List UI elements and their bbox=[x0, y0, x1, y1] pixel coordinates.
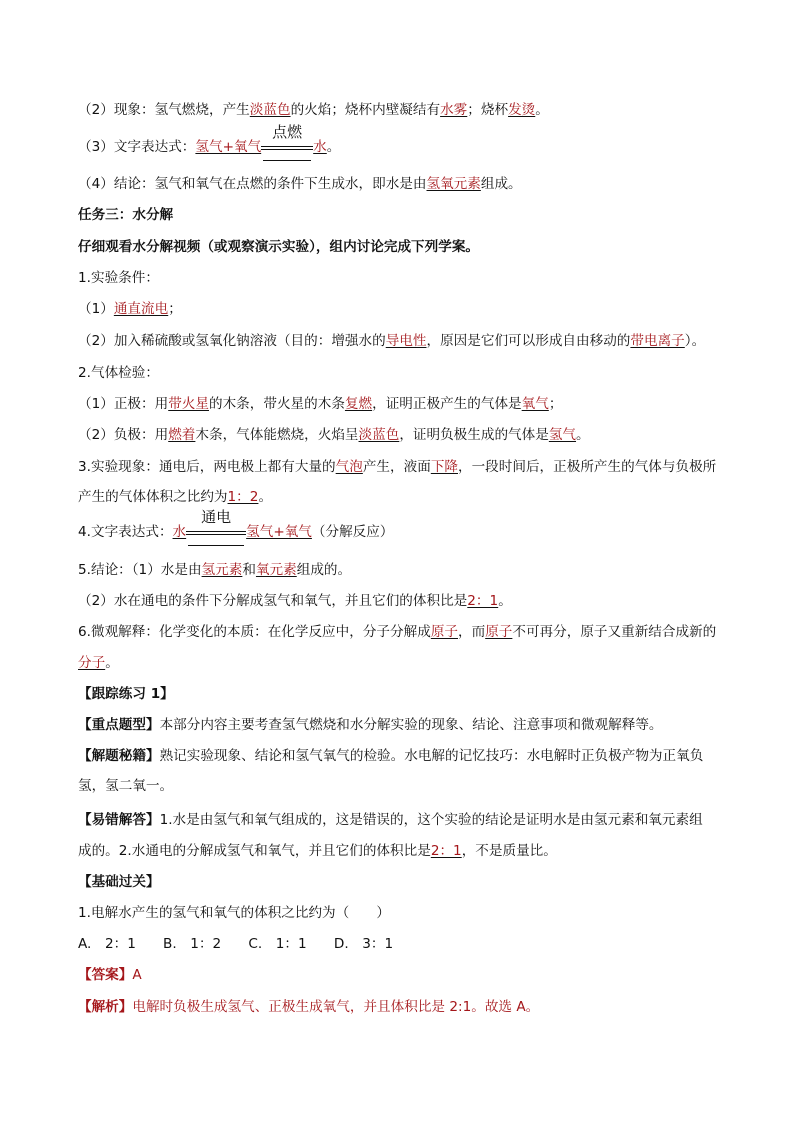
analysis-line bbox=[78, 998, 539, 1016]
gas-test-positive: （1）正极：用带火星的木条，带火星的木条复燃，证明正极产生的气体是氧气； bbox=[78, 396, 563, 412]
answer-blank: 氧元素 bbox=[255, 562, 297, 578]
conclusion-line bbox=[78, 175, 522, 193]
phenomenon-line-1: 3.实验现象：通电后，两电极上都有大量的气泡产生，液面下降，一段时间后，正极所产生的气体与负极所 bbox=[78, 459, 717, 475]
answer-blank: 水 bbox=[172, 524, 187, 540]
phenomenon-line-2: 产生的气体体积之比约为1：2。 bbox=[78, 489, 273, 505]
text: 。 bbox=[326, 139, 341, 155]
answer-blank: 氢气 bbox=[548, 427, 577, 443]
word-equation-line bbox=[78, 123, 341, 156]
label: 【重点题型】 bbox=[78, 717, 160, 733]
answer-blank: 气泡 bbox=[335, 459, 363, 475]
answer-blank: 氢氧元素 bbox=[426, 176, 481, 192]
answer-blank: 燃着 bbox=[168, 427, 196, 443]
label: 【易错解答】 bbox=[78, 812, 160, 828]
answer-blank: 带火星 bbox=[168, 396, 209, 412]
text: （4）结论：氢气和氧气在点燃的条件下生成水，即水是由 bbox=[78, 176, 427, 192]
answer-blank: 1：2 bbox=[227, 489, 259, 505]
phenomenon-line bbox=[78, 101, 549, 119]
solving-secret-1: 【解题秘籍】熟记实验现象、结论和氢气氧气的检验。水电解的记忆技巧：水电解时正负极产物为正氧负 bbox=[78, 748, 704, 764]
answer-blank: 分子 bbox=[78, 655, 106, 671]
text: 。 bbox=[535, 102, 549, 118]
answer-blank: 发烫 bbox=[508, 102, 536, 118]
condition-label: 点燃 bbox=[272, 123, 303, 141]
micro-explanation-1: 6.微观解释：化学变化的本质：在化学反应中，分子分解成原子，而原子不可再分，原子又重新结合成新的 bbox=[78, 624, 717, 640]
common-error-2: 成的。2.水通电的分解成氢气和氧气，并且它们的体积比是2：1，不是质量比。 bbox=[78, 843, 557, 859]
answer-blank: 导电性 bbox=[385, 333, 427, 349]
condition-item-1: （1）通直流电； bbox=[78, 301, 182, 317]
answer-value: A bbox=[132, 967, 142, 983]
label: 【解题秘籍】 bbox=[78, 748, 160, 764]
text: ；烧杯 bbox=[467, 102, 509, 118]
answer-blank: 水雾 bbox=[440, 102, 468, 118]
task-heading: 任务三：水分解 bbox=[78, 207, 174, 223]
conclusion-1: 5.结论：（1）水是由氢元素和氧元素组成的。 bbox=[78, 562, 352, 578]
answer-blank: 2：1 bbox=[430, 843, 462, 859]
answer-blank: 复燃 bbox=[344, 396, 373, 412]
condition-label: 通电 bbox=[201, 508, 232, 526]
answer-blank: 氢气+氧气 bbox=[246, 524, 312, 540]
label: 【答案】 bbox=[78, 967, 133, 983]
electrolysis-equation-line: 4.文字表达式：水 通电 氢气+氧气（分解反应） bbox=[78, 523, 393, 541]
answer-line bbox=[78, 966, 142, 984]
label: 【解析】 bbox=[78, 999, 133, 1015]
answer-blank: 下降 bbox=[430, 459, 458, 475]
answer-blank: 2：1 bbox=[467, 593, 499, 609]
condition-item-2: （2）加入稀硫酸或氢氧化钠溶液（目的：增强水的导电性，原因是它们可以形成自由移动的带电离子）。 bbox=[78, 333, 706, 349]
common-error-1: 【易错解答】1.水是由氢气和氧气组成的，这是错误的，这个实验的结论是证明水是由氢元素和氧元素组 bbox=[78, 812, 703, 828]
answer-blank: 带电离子 bbox=[630, 333, 685, 349]
question-stem: 1.电解水产生的氢气和氧气的体积之比约为（ ） bbox=[78, 905, 391, 921]
solving-secret-2: 氢，氢二氧一。 bbox=[78, 778, 174, 794]
condition-title: 1.实验条件： bbox=[78, 270, 159, 286]
reaction-condition-arrow bbox=[186, 508, 246, 541]
reaction-condition-arrow bbox=[261, 123, 313, 156]
answer-blank: 通直流电 bbox=[113, 301, 169, 317]
instruction: 仔细观看水分解视频（或观察演示实验），组内讨论完成下列学案。 bbox=[78, 239, 480, 255]
focus-question-type: 【重点题型】本部分内容主要考查氢气燃烧和水分解实验的现象、结论、注意事项和微观解释等。 bbox=[78, 717, 663, 733]
answer-blank: 淡蓝色 bbox=[358, 427, 400, 443]
answer-blank: 原子 bbox=[485, 624, 513, 640]
basic-heading: 【基础过关】 bbox=[78, 874, 160, 890]
gas-test-negative: （2）负极：用燃着木条，气体能燃烧，火焰呈淡蓝色，证明负极生成的气体是氢气。 bbox=[78, 427, 590, 443]
answer-blank: 淡蓝色 bbox=[249, 102, 291, 118]
text: （3）文字表达式： bbox=[78, 139, 196, 155]
answer-blank: 水 bbox=[313, 139, 327, 155]
answer-blank: 原子 bbox=[430, 624, 458, 640]
answer-blank: 氢气+氧气 bbox=[195, 139, 262, 155]
answer-blank: 氢元素 bbox=[201, 562, 243, 578]
question-options: A. 2：1 B. 1：2 C. 1：1 D. 3：1 bbox=[78, 936, 394, 952]
gas-test-title: 2.气体检验： bbox=[78, 365, 159, 381]
text: 的火焰；烧杯内壁凝结有 bbox=[290, 102, 441, 118]
answer-blank: 氧气 bbox=[521, 396, 549, 412]
text: （2）现象：氢气燃烧，产生 bbox=[78, 102, 250, 118]
micro-explanation-2: 分子。 bbox=[78, 655, 119, 671]
conclusion-2: （2）水在通电的条件下分解成氢气和氧气，并且它们的体积比是2：1。 bbox=[78, 593, 512, 609]
text: 组成。 bbox=[480, 176, 522, 192]
track-practice-heading: 【跟踪练习 1】 bbox=[78, 686, 174, 702]
analysis-text: 电解时负极生成氢气、正极生成氧气，并且体积比是 2:1。故选 A。 bbox=[132, 999, 540, 1015]
